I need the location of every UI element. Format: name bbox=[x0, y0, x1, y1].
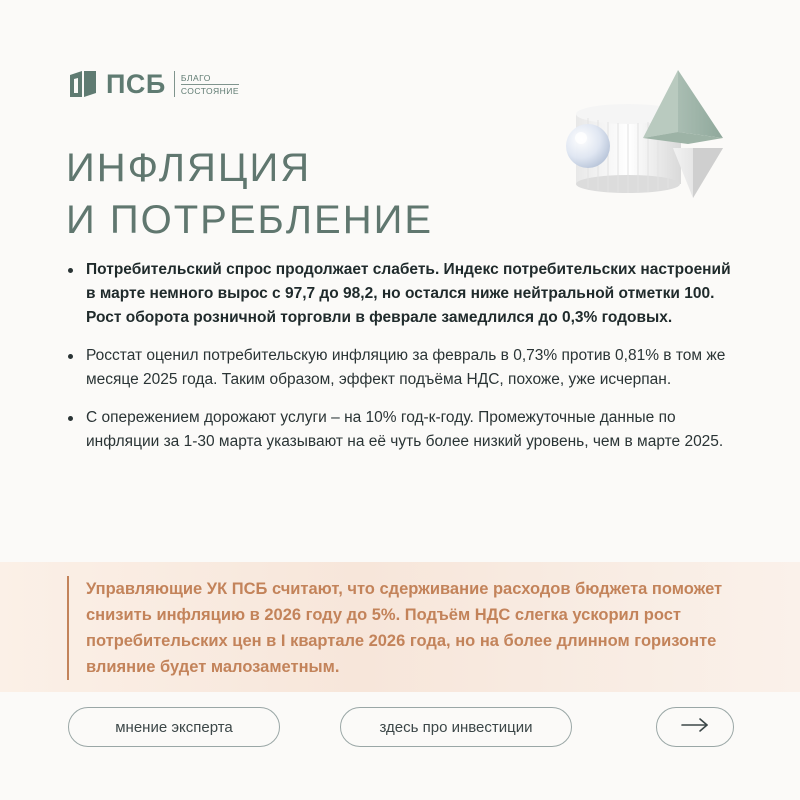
title-line-1: ИНФЛЯЦИЯ bbox=[66, 146, 312, 190]
list-item: Потребительский спрос продолжает слабеть. Индекс потребительских настроений в марте немного вырос с 97,7 до 98,2, но остался ниже нейтральной отметки 100. Рост оборота розничной торговли в феврале замедлился до 0,3% годовых. bbox=[66, 258, 736, 330]
list-item: С опережением дорожают услуги – на 10% год-к-году. Промежуточные данные по инфляции за 1-30 марта указывают на её чуть более низкий уровень, чем в марте 2025. bbox=[66, 406, 736, 454]
brand-subtitle: БЛАГО СОСТОЯНИЕ bbox=[180, 72, 240, 96]
quote-accent-bar bbox=[67, 576, 69, 680]
psb-logo-icon bbox=[68, 69, 98, 99]
logo-divider bbox=[174, 71, 175, 97]
bullet-list bbox=[66, 258, 736, 468]
decorative-3d-shapes bbox=[548, 62, 738, 212]
investments-button[interactable]: здесь про инвестиции bbox=[340, 707, 572, 747]
list-item: Росстат оценил потребительскую инфляцию за февраль в 0,73% против 0,81% в том же месяце 2025 года. Таким образом, эффект подъёма НДС, похоже, уже исчерпан. bbox=[66, 344, 736, 392]
expert-quote-panel bbox=[0, 562, 800, 692]
quote-text: Управляющие УК ПСБ считают, что сдерживание расходов бюджета поможет снизить инфляцию в 2026 году до 5%. Подъём НДС слегка ускорил рост потребительских цен в I квартале 2026 года, но на более длинном горизонте влияние будет малозаметным. bbox=[86, 580, 723, 676]
brand-logo bbox=[68, 68, 239, 100]
next-button[interactable] bbox=[656, 707, 734, 747]
brand-name: ПСБ bbox=[106, 68, 166, 99]
page-title bbox=[66, 142, 433, 246]
arrow-right-icon bbox=[680, 717, 710, 737]
expert-opinion-button[interactable]: мнение эксперта bbox=[68, 707, 280, 747]
title-line-2: И ПОТРЕБЛЕНИЕ bbox=[66, 198, 434, 242]
